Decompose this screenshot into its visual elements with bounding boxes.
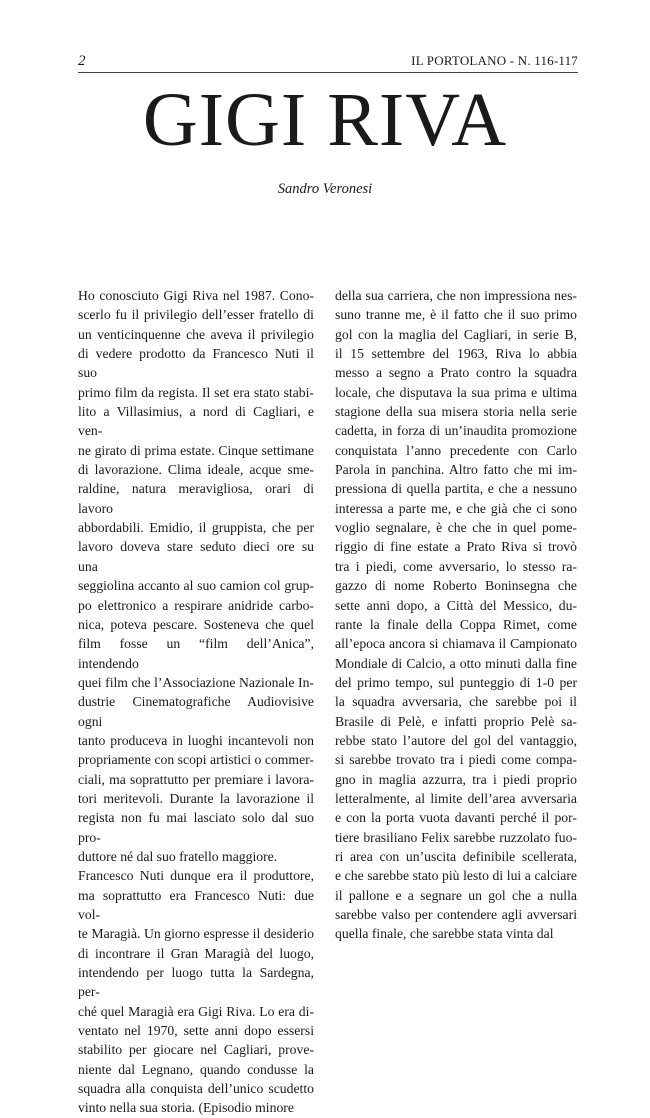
text-line: si sarebbe trovato tra i piedi come compa- <box>335 752 577 768</box>
header-rule <box>78 72 578 73</box>
text-line: Ho conosciuto Gigi Riva nel 1987. Cono- <box>78 288 314 303</box>
text-line: di vedere prodotto da Francesco Nuti il suo <box>78 346 314 381</box>
text-line: abbordabili. Emidio, il gruppista, che per <box>78 520 314 536</box>
text-line: propriamente con scopi artistici o commer- <box>78 752 314 768</box>
text-line: lavoro doveva stare seduto dieci ore su una <box>78 539 314 574</box>
text-line: la squadra avversaria, che sarebbe poi il <box>335 694 577 710</box>
text-line: rebbe stato l’autore del gol del vantaggio, <box>335 732 577 748</box>
journal-issue: IL PORTOLANO - N. 116-117 <box>411 53 578 68</box>
text-line: un venticinquenne che aveva il privilegio <box>78 326 314 342</box>
text-line: locale, che disputava la sua prima e ultima <box>335 384 577 400</box>
text-line: cadetta, in forza di un’inaudita promozione <box>335 423 577 439</box>
text-line: suno tranne me, è il fatto che il suo primo <box>335 307 577 323</box>
text-line: sette anni dopo, a Città del Messico, du- <box>335 597 577 613</box>
text-line: ne girato di prima estate. Cinque settimane <box>78 442 314 458</box>
text-line: te Maragià. Un giorno espresse il desiderio <box>78 926 314 942</box>
running-head <box>78 53 578 70</box>
text-line: di lavorazione. Clima ideale, acque sme- <box>78 462 314 478</box>
article-author: Sandro Veronesi <box>277 181 373 197</box>
text-line: stabilito per giocare nel Cagliari, prove- <box>78 1042 314 1058</box>
text-line: il pallone e a segnare un gol che a nulla <box>335 887 577 903</box>
text-line: riggio di fine estate a Prato Riva si trovò <box>335 539 577 555</box>
text-line: po elettronico a respirare anidride carbo- <box>78 597 314 613</box>
text-line: della sua carriera, che non impressiona nes- <box>335 288 577 303</box>
text-line: sarebbe valso per contendere agli avversari <box>335 907 577 922</box>
text-line: tori meritevoli. Durante la lavorazione il <box>78 790 314 806</box>
text-line: gol con la maglia del Cagliari, in serie B, <box>335 326 577 342</box>
text-line: raldine, natura meravigliosa, orari di lavoro <box>78 481 314 516</box>
text-line: quei film che l’Associazione Nazionale In- <box>78 674 314 690</box>
text-line: scerlo fu il privilegio dell’esser fratello di <box>78 307 314 323</box>
text-line: il 15 settembre del 1963, Riva lo abbia <box>335 346 577 362</box>
text-line: gno in maglia azzurra, tra i piedi proprio <box>335 771 577 787</box>
text-line: squadra alla conquista dell’unico scudetto <box>78 1081 314 1097</box>
text-line: film fosse un “film dell’Anica”, intendendo <box>78 636 314 671</box>
text-line: seggiolina accanto al suo camion col grup- <box>78 578 314 594</box>
text-line: e che sarebbe stato più lesto di lui a calciare <box>335 868 577 884</box>
text-line: rante la finale della Coppa Rimet, come <box>335 616 577 632</box>
text-line: lito a Villasimius, a nord di Cagliari, e ven- <box>78 404 314 439</box>
article-title: GIGI RIVA <box>142 78 508 162</box>
text-line: ma soprattutto era Francesco Nuti: due vol- <box>78 887 314 922</box>
text-line: gazzo di nome Roberto Boninsegna che <box>335 578 577 594</box>
text-line: duttore né dal suo fratello maggiore. <box>78 848 278 864</box>
text-line: di incontrare il Gran Maragià del luogo, <box>78 945 314 961</box>
text-line: nica, poteva pescare. Sosteneva che quel <box>78 616 314 632</box>
text-line: pressiona di quella partita, e che a nessuno <box>335 481 577 497</box>
text-line: interessa a parte me, e che già che ci sono <box>335 500 577 516</box>
text-line: stagione della sua misera storia nella serie <box>335 404 577 420</box>
text-line: niente dal Legnano, quando condusse la <box>78 1061 314 1077</box>
text-line: all’epoca ancora si chiamava il Campionato <box>335 636 577 652</box>
text-line: messo a segno a Prato contro la squadra <box>335 365 577 381</box>
text-line: quella finale, che sarebbe stata vinta dal <box>335 926 554 942</box>
text-line: letteralmente, al limite dell’area avversaria <box>335 790 577 806</box>
text-line: intendendo per luogo tutta la Sardegna, per- <box>78 965 314 1000</box>
text-line: primo film da regista. Il set era stato stabi- <box>78 384 314 400</box>
text-line: e con la porta vuota davanti perché il por- <box>335 810 577 826</box>
page-number: 2 <box>78 53 86 69</box>
text-line: ventato nel 1970, sette anni dopo essersi <box>78 1023 314 1039</box>
text-line: Mondiale di Calcio, a otto minuti dalla fine <box>335 655 577 671</box>
text-line: dustrie Cinematografiche Audiovisive ogni <box>78 694 314 729</box>
text-column-left <box>78 286 314 1118</box>
text-line: vinto nella sua storia. (Episodio minore <box>78 1100 294 1116</box>
text-line: ché quel Maragià era Gigi Riva. Lo era di- <box>78 1003 314 1019</box>
text-line: del primo tempo, sul punteggio di 1-0 per <box>335 674 577 690</box>
text-line: voglio segnalare, è che che in quel pome- <box>335 520 577 536</box>
text-line: Brasile di Pelè, e infatti proprio Pelè sa- <box>335 713 577 729</box>
text-line: tra i piedi, come avversario, lo stesso ra- <box>335 558 577 574</box>
text-line: tanto produceva in luoghi incantevoli non <box>78 732 314 748</box>
text-line: ri area con un’uscita definibile scellerata, <box>335 848 577 864</box>
text-line: Parola in panchina. Altro fatto che mi im- <box>335 462 577 478</box>
text-line: conquistata l’anno precedente con Carlo <box>335 442 577 458</box>
text-line: regista non fu mai lasciato solo dal suo pro- <box>78 810 314 845</box>
text-line: tiere brasiliano Felix sarebbe ruzzolato fuo- <box>335 829 577 845</box>
text-column-right <box>335 286 577 944</box>
text-line: Francesco Nuti dunque era il produttore, <box>78 868 314 884</box>
text-line: ciali, ma soprattutto per premiare i lavora- <box>78 771 314 787</box>
